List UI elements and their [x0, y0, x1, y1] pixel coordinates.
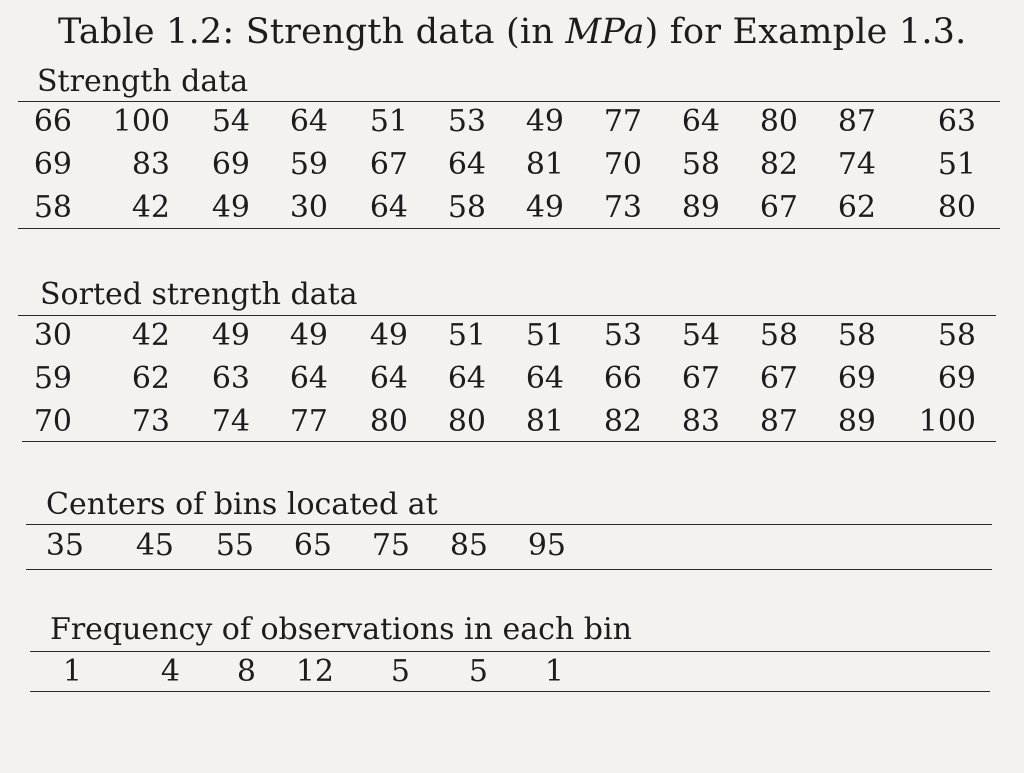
table-cell: 66 — [33, 104, 72, 139]
table-cell: 64 — [289, 104, 328, 139]
table-cell: 87 — [837, 104, 876, 139]
table-cell: 64 — [681, 104, 720, 139]
bin-centers-table — [0, 528, 1024, 568]
sorted-data-title: Sorted strength data — [40, 277, 358, 312]
frequency-row — [0, 654, 1024, 694]
table-cell: 87 — [759, 404, 798, 439]
table-cell: 70 — [33, 404, 72, 439]
table-cell: 49 — [211, 190, 250, 225]
table-cell: 58 — [759, 318, 798, 353]
strength-data-bottom-rule — [18, 228, 1000, 229]
table-cell: 54 — [211, 104, 250, 139]
table-cell: 69 — [33, 147, 72, 182]
bin-centers-top-rule — [26, 524, 992, 525]
caption-prefix: Table 1.2: Strength data (in — [58, 12, 566, 52]
table-cell: 83 — [681, 404, 720, 439]
table-cell: 5 — [468, 654, 488, 689]
table-cell: 69 — [837, 361, 876, 396]
sorted-data-bottom-rule — [22, 441, 996, 442]
table-cell: 58 — [937, 318, 976, 353]
table-cell: 59 — [33, 361, 72, 396]
table-cell: 65 — [293, 528, 332, 563]
caption-suffix: ) for Example 1.3. — [644, 12, 967, 52]
table-caption — [58, 12, 966, 52]
table-cell: 53 — [603, 318, 642, 353]
table-cell: 30 — [33, 318, 72, 353]
strength-data-row — [0, 104, 1024, 144]
table-cell: 89 — [681, 190, 720, 225]
table-cell: 100 — [918, 404, 976, 439]
strength-data-title: Strength data — [37, 64, 249, 99]
table-cell: 80 — [759, 104, 798, 139]
table-cell: 80 — [369, 404, 408, 439]
table-cell: 49 — [211, 318, 250, 353]
table-cell: 49 — [369, 318, 408, 353]
table-cell: 69 — [937, 361, 976, 396]
table-cell: 1 — [62, 654, 82, 689]
table-cell: 70 — [603, 147, 642, 182]
table-cell: 63 — [211, 361, 250, 396]
table-cell: 35 — [45, 528, 84, 563]
strength-data-top-rule — [18, 101, 1000, 102]
table-cell: 73 — [131, 404, 170, 439]
caption-unit: MPa — [565, 12, 645, 52]
table-cell: 30 — [289, 190, 328, 225]
table-cell: 74 — [837, 147, 876, 182]
table-cell: 62 — [131, 361, 170, 396]
table-cell: 42 — [131, 190, 170, 225]
table-cell: 51 — [525, 318, 564, 353]
table-cell: 95 — [527, 528, 566, 563]
table-cell: 53 — [447, 104, 486, 139]
sorted-data-top-rule — [18, 315, 996, 316]
frequency-top-rule — [30, 651, 990, 652]
table-cell: 81 — [525, 404, 564, 439]
table-cell: 85 — [449, 528, 488, 563]
table-cell: 83 — [131, 147, 170, 182]
table-cell: 100 — [112, 104, 170, 139]
table-cell: 64 — [447, 147, 486, 182]
table-cell: 8 — [236, 654, 256, 689]
sorted-data-row — [0, 404, 1024, 444]
table-cell: 67 — [369, 147, 408, 182]
table-cell: 4 — [160, 654, 180, 689]
table-cell: 64 — [525, 361, 564, 396]
table-cell: 49 — [525, 190, 564, 225]
frequency-title: Frequency of observations in each bin — [50, 612, 632, 647]
table-cell: 74 — [211, 404, 250, 439]
table-cell: 82 — [759, 147, 798, 182]
table-cell: 1 — [544, 654, 564, 689]
table-cell: 58 — [681, 147, 720, 182]
table-cell: 49 — [289, 318, 328, 353]
table-cell: 64 — [369, 361, 408, 396]
table-cell: 66 — [603, 361, 642, 396]
table-cell: 51 — [369, 104, 408, 139]
table-cell: 45 — [135, 528, 174, 563]
table-cell: 67 — [681, 361, 720, 396]
table-cell: 73 — [603, 190, 642, 225]
strength-data-row — [0, 190, 1024, 230]
frequency-bottom-rule — [30, 691, 990, 692]
table-cell: 77 — [289, 404, 328, 439]
table-cell: 80 — [447, 404, 486, 439]
table-cell: 81 — [525, 147, 564, 182]
table-cell: 58 — [33, 190, 72, 225]
frequency-table — [0, 654, 1024, 694]
bin-centers-bottom-rule — [26, 569, 992, 570]
table-cell: 58 — [837, 318, 876, 353]
table-cell: 64 — [289, 361, 328, 396]
table-cell: 54 — [681, 318, 720, 353]
table-cell: 82 — [603, 404, 642, 439]
table-cell: 67 — [759, 190, 798, 225]
table-cell: 64 — [369, 190, 408, 225]
table-cell: 51 — [937, 147, 976, 182]
table-cell: 42 — [131, 318, 170, 353]
strength-data-table — [0, 104, 1024, 229]
bin-centers-title: Centers of bins located at — [46, 487, 438, 522]
table-cell: 58 — [447, 190, 486, 225]
bin-centers-row — [0, 528, 1024, 568]
table-cell: 59 — [289, 147, 328, 182]
table-cell: 62 — [837, 190, 876, 225]
table-cell: 55 — [215, 528, 254, 563]
sorted-data-row — [0, 361, 1024, 401]
sorted-data-table — [0, 318, 1024, 443]
table-cell: 77 — [603, 104, 642, 139]
table-cell: 49 — [525, 104, 564, 139]
strength-data-row — [0, 147, 1024, 187]
table-cell: 69 — [211, 147, 250, 182]
table-cell: 12 — [295, 654, 334, 689]
table-cell: 80 — [937, 190, 976, 225]
table-cell: 89 — [837, 404, 876, 439]
table-cell: 64 — [447, 361, 486, 396]
table-cell: 5 — [390, 654, 410, 689]
table-cell: 67 — [759, 361, 798, 396]
sorted-data-row — [0, 318, 1024, 358]
table-cell: 51 — [447, 318, 486, 353]
table-cell: 63 — [937, 104, 976, 139]
table-cell: 75 — [371, 528, 410, 563]
